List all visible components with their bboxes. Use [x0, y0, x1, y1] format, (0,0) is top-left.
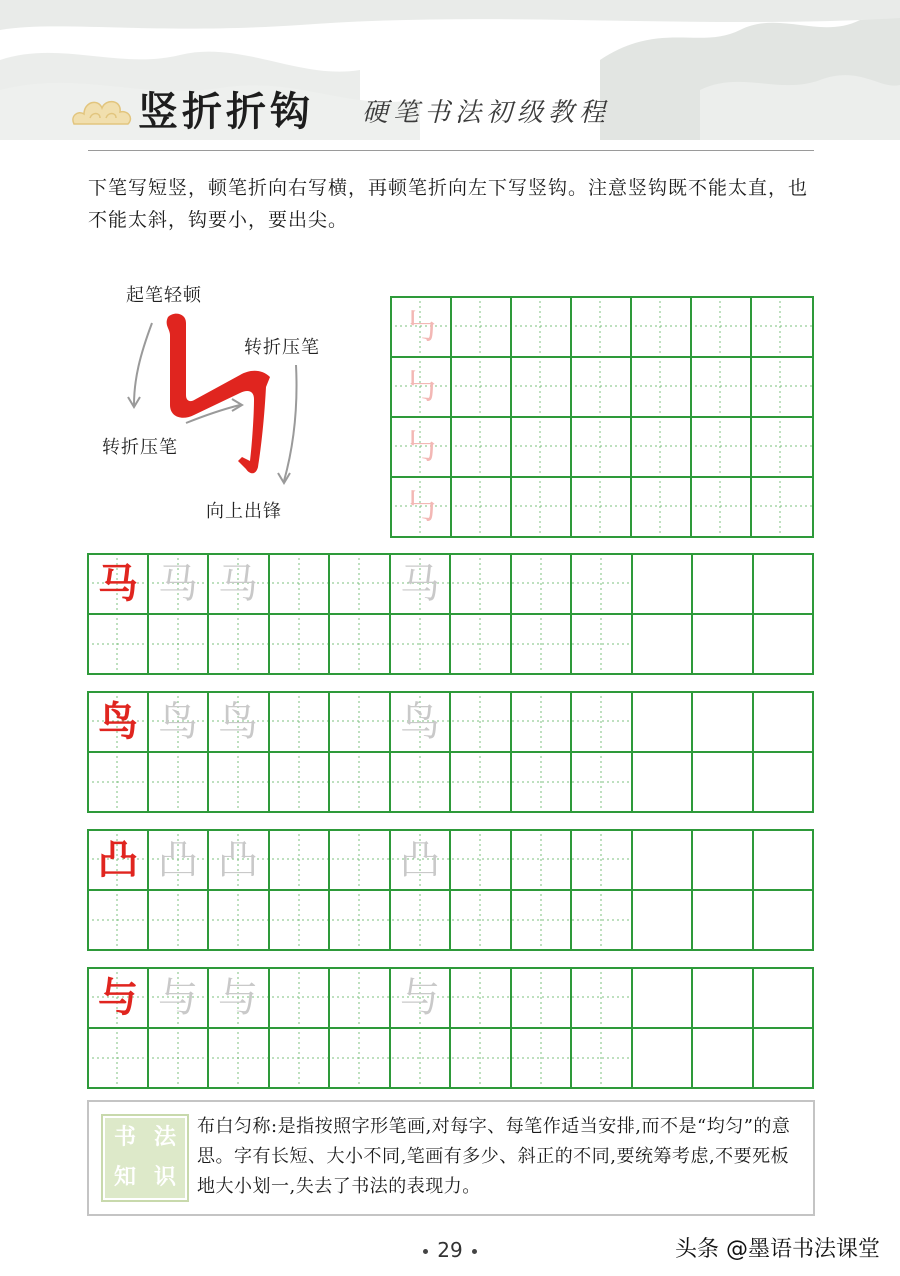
trace-character: 凸 [158, 837, 198, 883]
cloud-icon [70, 90, 134, 130]
trace-character: 马 [218, 561, 258, 607]
stroke-trace-1: ㇉ [401, 305, 440, 349]
trace-character: 与 [218, 975, 258, 1021]
trace-character: 凸 [400, 837, 440, 883]
badge-char: 书 [113, 1125, 136, 1150]
trace-character: 马 [158, 561, 198, 607]
trace-character: 凸 [218, 837, 258, 883]
knowledge-box [87, 1100, 815, 1216]
practice-row-2[interactable] [87, 691, 814, 813]
trace-character: 与 [400, 975, 440, 1021]
page-number-value: 29 [437, 1238, 463, 1262]
trace-character: 与 [158, 975, 198, 1021]
badge-char: 识 [153, 1165, 176, 1190]
model-character: 与 [98, 975, 138, 1021]
header [70, 78, 830, 138]
page-title: 竖折折钩 [138, 89, 314, 135]
practice-row-4[interactable] [87, 967, 814, 1089]
model-character: 凸 [98, 837, 138, 883]
intro-text: 下笔写短竖，顿笔折向右写横，再顿笔折向左下写竖钩。注意竖钩既不能太直，也不能太斜，钩要小，要出尖。 [88, 177, 809, 231]
stroke-trace-2: ㇉ [401, 365, 440, 409]
stroke-trace-4: ㇉ [401, 485, 440, 529]
knowledge-badge [103, 1116, 187, 1200]
trace-character: 鸟 [158, 699, 198, 745]
trace-character: 马 [400, 561, 440, 607]
bullet-icon [472, 1249, 477, 1254]
note-start: 起笔轻顿 [126, 285, 202, 306]
model-character: 鸟 [98, 699, 138, 745]
trace-character: 鸟 [400, 699, 440, 745]
stroke-demo [90, 275, 370, 535]
stroke-trace-3: ㇉ [401, 425, 440, 469]
practice-row-1[interactable] [87, 553, 814, 675]
stroke-demo-figure [90, 275, 370, 535]
page-subtitle: 硬笔书法初级教程 [362, 98, 611, 128]
grid-lines [390, 296, 814, 538]
note-turn-1: 转折压笔 [244, 337, 320, 358]
knowledge-text: 布白匀称:是指按照字形笔画,对每字、每笔作适当安排,而不是“均匀”的意思。字有长短、大小不同,笔画有多少、斜正的不同,要统筹考虑,不要死板地大小划一,失去了书法的表现力。 [197, 1116, 791, 1197]
watermark: 头条 @墨语书法课堂 [675, 1237, 880, 1262]
badge-char: 知 [113, 1165, 136, 1190]
trace-character: 鸟 [218, 699, 258, 745]
badge-char: 法 [153, 1125, 176, 1150]
practice-row-3[interactable] [87, 829, 814, 951]
note-turn-2: 转折压笔 [102, 437, 178, 458]
header-divider [88, 150, 814, 151]
note-exit: 向上出锋 [206, 501, 282, 522]
stroke-practice-grid[interactable] [390, 296, 814, 538]
bullet-icon [423, 1249, 428, 1254]
model-character: 马 [98, 561, 138, 607]
